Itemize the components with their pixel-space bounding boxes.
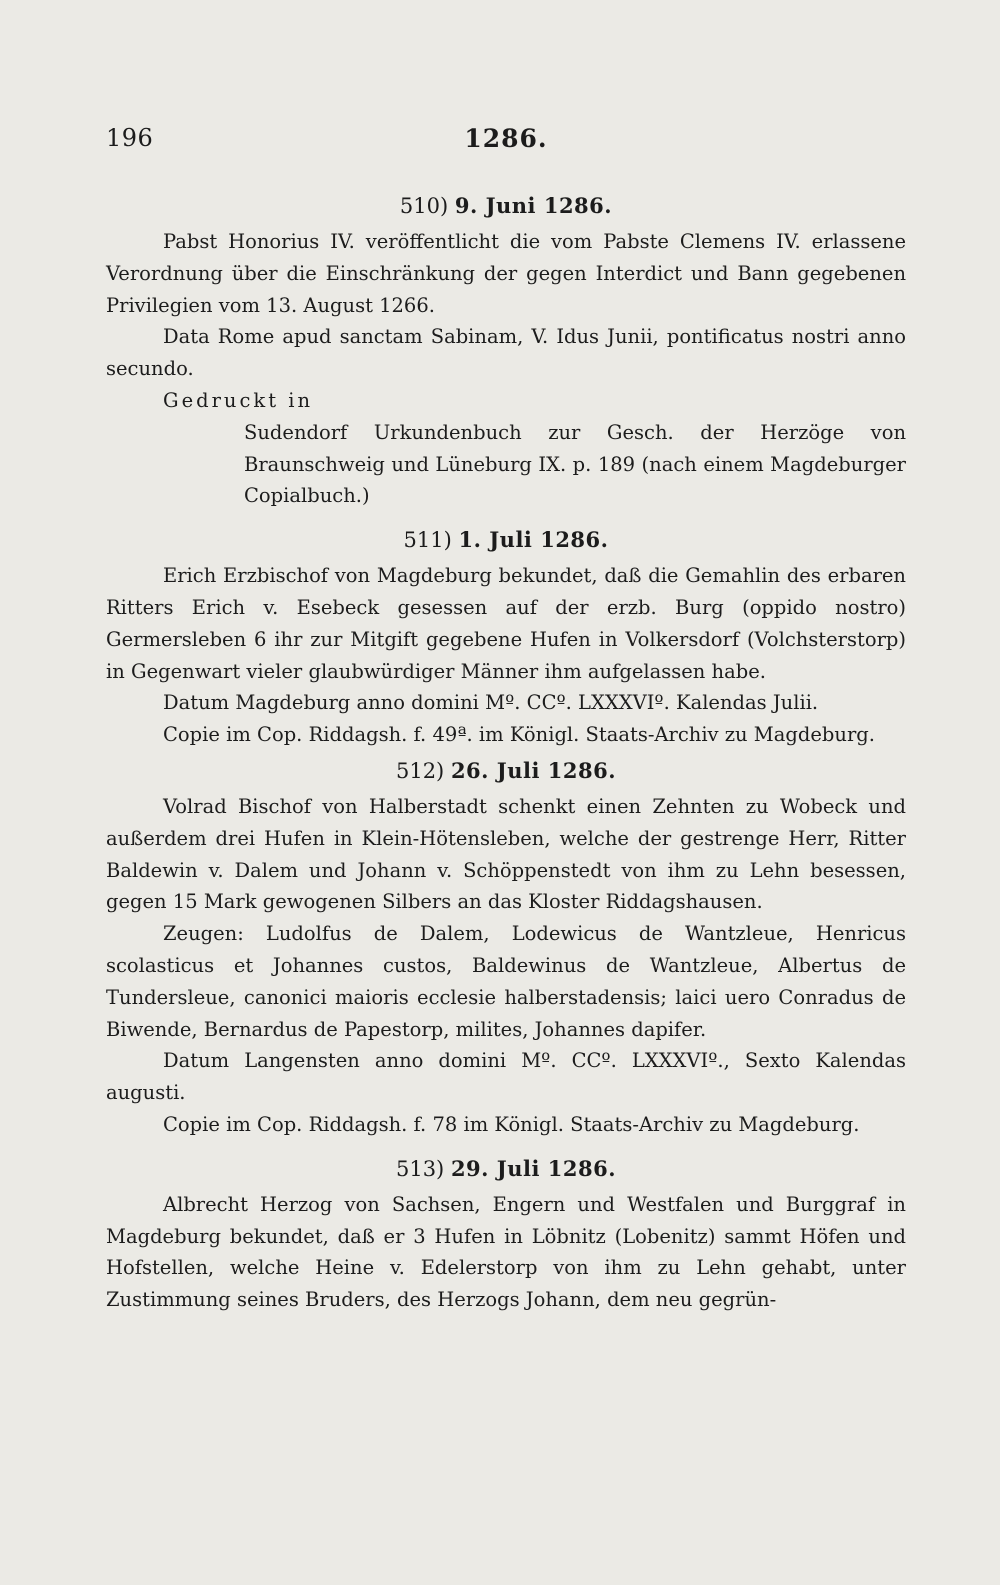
entry-date: 26. Juli 1286. [450, 757, 617, 783]
spacer [106, 1141, 906, 1149]
entry-number: 513) [395, 1156, 445, 1181]
entry-heading [106, 755, 906, 787]
entry-511 [106, 524, 906, 751]
page-content [106, 186, 906, 1316]
running-head: 1286. [464, 124, 548, 153]
entry-summary: Pabst Honorius IV. veröffentlicht die vom Pabste Clemens IV. erlassene Verordnung über die Einschränkung der gegen Interdict und Bann gegebenen Privilegien vom 13. August 1266. [106, 230, 906, 317]
entry-510 [106, 190, 906, 512]
entry-number: 511) [403, 528, 452, 553]
gedruckt-source: Sudendorf Urkundenbuch zur Gesch. der Herzöge von Braunschweig und Lüneburg IX. p. 189 (nach einem Magdeburger Copialbuch.) [244, 420, 906, 508]
entry-513 [106, 1153, 906, 1316]
entry-datum: Datum Magdeburg anno domini Mº. CCº. LXXXVIº. Kalendas Julii. [163, 691, 819, 715]
entry-summary: Volrad Bischof von Halberstadt schenkt einen Zehnten zu Wobeck und außerdem drei Hufen in Klein-Hötensleben, welche der gestrenge Herr, Ritter Baldewin v. Dalem und Johann v. Schöppenstedt von ihm zu Lehn besessen, gegen 15 Mark gewogenen Silbers an das Kloster Riddagshausen. [106, 794, 906, 914]
entry-zeugen: Zeugen: Ludolfus de Dalem, Lodewicus de Wantzleue, Henricus scolasticus et Johannes custos, Baldewinus de Wantzleue, Albertus de Tundersleue, canonici maioris ecclesie halberstadensis; laici uero Conradus de Biwende, Bernardus de Papestorp, milites, Johannes dapifer. [106, 922, 906, 1041]
entry-512 [106, 755, 906, 1141]
entry-datum: Data Rome apud sanctam Sabinam, V. Idus Junii, pontificatus nostri anno secundo. [106, 325, 906, 381]
spacer [106, 512, 906, 520]
entry-copie: Copie im Cop. Riddagsh. f. 78 im Königl. Staats-Archiv zu Magdeburg. [163, 1112, 860, 1136]
entry-date: 1. Juli 1286. [458, 527, 609, 553]
entry-heading [106, 1153, 906, 1185]
entry-copie: Copie im Cop. Riddagsh. f. 49ª. im Königl. Staats-Archiv zu Magdeburg. [163, 723, 875, 747]
entry-heading [106, 190, 906, 222]
page-number: 196 [106, 124, 154, 152]
entry-datum: Datum Langensten anno domini Mº. CCº. LXXXVIº., Sexto Kalendas augusti. [106, 1049, 906, 1105]
entry-date: 9. Juni 1286. [454, 193, 613, 218]
entry-summary: Albrecht Herzog von Sachsen, Engern und Westfalen und Burggraf in Magdeburg bekundet, daß er 3 Hufen in Löbnitz (Lobenitz) sammt Höfen und Hofstellen, welche Heine v. Edelerstorp von ihm zu Lehn gehabt, unter Zustimmung seines Bruders, des Herzogs Johann, dem neu gegrün- [106, 1192, 906, 1312]
entry-summary: Erich Erzbischof von Magdeburg bekundet, daß die Gemahlin des erbaren Ritters Erich v. Esebeck gesessen auf der erzb. Burg (oppido nostro) Germersleben 6 ihr zur Mitgift gegebene Hufen in Volkersdorf (Volchsterstorp) in Gegenwart vieler glaubwürdiger Männer ihm aufgelassen habe. [106, 564, 906, 683]
gedruckt-label: Gedruckt in [163, 388, 314, 412]
entry-number: 510) [399, 194, 449, 218]
entry-date: 29. Juli 1286. [450, 1155, 617, 1181]
entry-heading [106, 524, 906, 556]
entry-number: 512) [395, 758, 445, 783]
page-header [106, 124, 906, 164]
